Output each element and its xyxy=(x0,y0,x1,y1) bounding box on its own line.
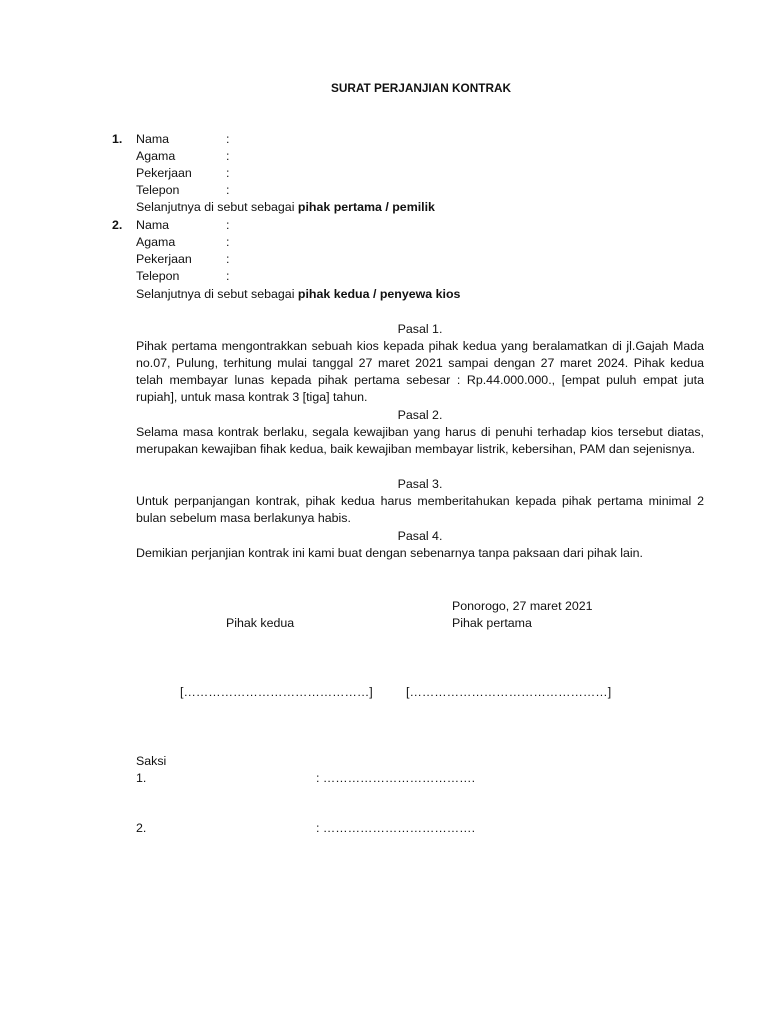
party-field-telepon xyxy=(136,182,696,199)
party-role-note xyxy=(136,199,435,216)
pasal-3-heading: Pasal 3. xyxy=(397,477,443,491)
party-number: 1. xyxy=(112,132,123,146)
field-label: Pekerjaan xyxy=(136,252,192,266)
signature-label-pihak-pertama: Pihak pertama xyxy=(452,616,532,630)
signature-line-pihak-pertama: […………………………………………] xyxy=(406,685,612,699)
pasal-3-text: Untuk perpanjangan kontrak, pihak kedua harus memberitahukan kepada pihak pertama minimal 2 bulan sebelum masa berlakunya habis. xyxy=(136,494,704,525)
field-colon: : xyxy=(226,183,230,197)
pasal-2-heading: Pasal 2. xyxy=(397,408,443,422)
party-role-note xyxy=(136,286,460,303)
party-number: 2. xyxy=(112,218,123,232)
field-label: Agama xyxy=(136,149,176,163)
party-field-agama xyxy=(136,234,696,251)
field-colon: : xyxy=(226,132,230,146)
pasal-1-heading: Pasal 1. xyxy=(397,322,443,336)
witness-number: 2. xyxy=(136,821,147,835)
party-field-telepon xyxy=(136,268,696,285)
field-label: Telepon xyxy=(136,183,180,197)
signature-line-pihak-kedua: [………………………………………] xyxy=(180,685,373,699)
pasal-1-text: Pihak pertama mengontrakkan sebuah kios kepada pihak kedua yang beralamatkan di jl.Gajah Mada no.07, Pulung, terhitung mulai tanggal 27 maret 2021 sampai dengan 27 maret 2024. Pihak kedua telah membayar lunas kepada pihak pertama sebesar : Rp.44.000.000., [empat puluh empat juta rupiah], untuk masa kontrak 3 [tiga] tahun. xyxy=(136,339,704,404)
party-field-agama xyxy=(136,148,696,165)
party-field-nama xyxy=(136,217,696,234)
field-label: Agama xyxy=(136,235,176,249)
field-label: Telepon xyxy=(136,269,180,283)
pasal-2-text: Selama masa kontrak berlaku, segala kewajiban yang harus di penuhi terhadap kios tersebut diatas, merupakan kewajiban fihak kedua, baik kewajiban membayar listrik, kebersihan, PAM dan sejenisnya. xyxy=(136,425,704,456)
field-colon: : xyxy=(226,149,230,163)
place-date: Ponorogo, 27 maret 2021 xyxy=(452,599,593,613)
party-field-pekerjaan xyxy=(136,165,696,182)
party-field-pekerjaan xyxy=(136,251,696,268)
role-note-prefix: Selanjutnya di sebut sebagai xyxy=(136,200,298,214)
field-label: Pekerjaan xyxy=(136,166,192,180)
pasal-4-text: Demikian perjanjian kontrak ini kami buat dengan sebenarnya tanpa paksaan dari pihak lain. xyxy=(136,546,643,560)
party-field-nama xyxy=(136,131,696,148)
witness-line: : ………………………………. xyxy=(316,771,476,785)
field-label: Nama xyxy=(136,218,170,232)
witness-number: 1. xyxy=(136,771,147,785)
signature-label-pihak-kedua: Pihak kedua xyxy=(226,616,295,630)
field-colon: : xyxy=(226,269,230,283)
field-colon: : xyxy=(226,235,230,249)
field-label: Nama xyxy=(136,132,170,146)
role-note-role: pihak pertama / pemilik xyxy=(297,200,435,214)
role-note-role: pihak kedua / penyewa kios xyxy=(297,287,461,301)
witness-heading: Saksi xyxy=(136,754,167,768)
pasal-4-heading: Pasal 4. xyxy=(397,529,443,543)
field-colon: : xyxy=(226,218,230,232)
document-title: SURAT PERJANJIAN KONTRAK xyxy=(330,81,512,95)
field-colon: : xyxy=(226,252,230,266)
role-note-prefix: Selanjutnya di sebut sebagai xyxy=(136,287,298,301)
witness-line: : ………………………………. xyxy=(316,821,476,835)
field-colon: : xyxy=(226,166,230,180)
